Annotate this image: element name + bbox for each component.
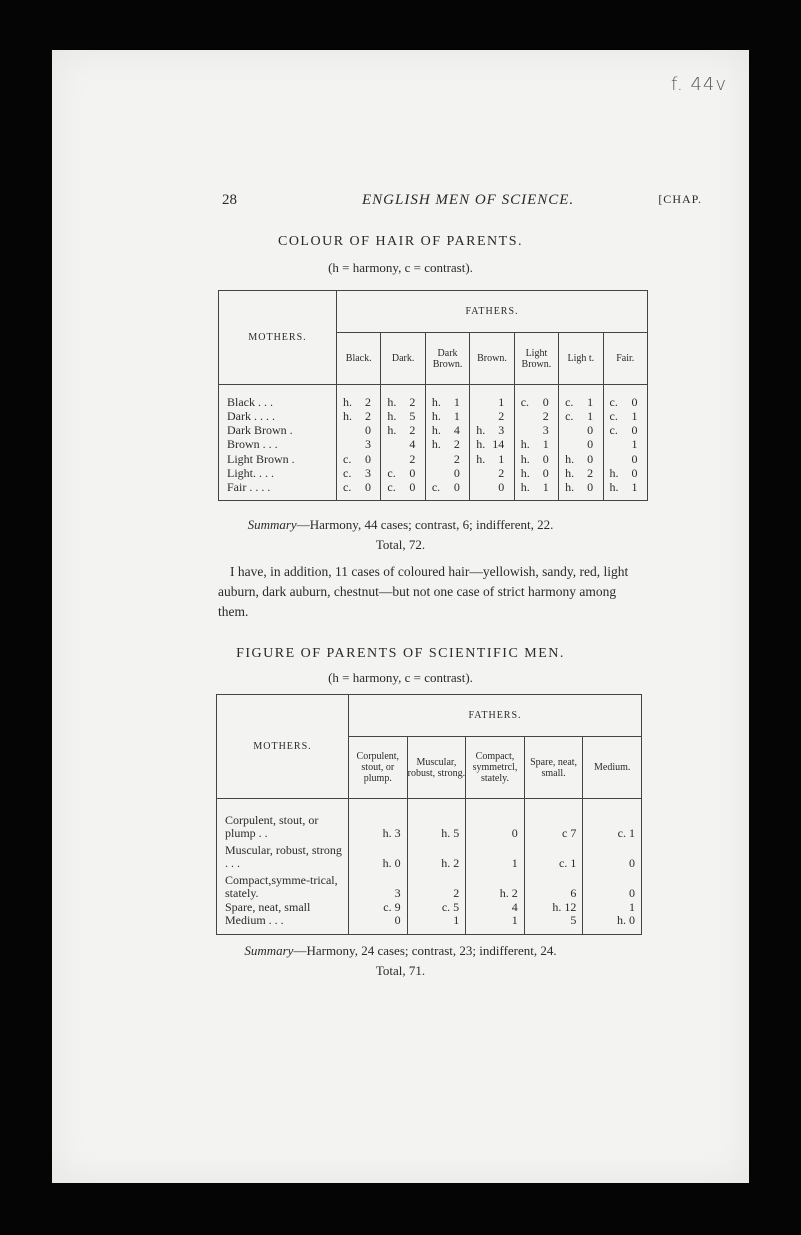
cell-count: 2 [498,408,505,423]
cell-count: 0 [587,451,594,466]
table-cell [470,409,514,423]
cell-count: 2 [365,408,371,423]
table-cell: c. 1 [524,841,583,871]
cell-count: 2 [365,394,371,409]
table-row [219,452,648,466]
cell-count: 14 [492,437,505,452]
column-header: Ligh t. [559,333,603,385]
cell-marker: c. [343,451,352,466]
cell-count: 4 [409,437,416,452]
column-header: Fair. [603,333,647,385]
summary-text: —Harmony, 44 cases; contrast, 6; indifferent, 22. [296,517,554,532]
fathers-header: FATHERS. [337,291,648,333]
column-header: Dark. [381,333,425,385]
cell-count: 3 [498,423,505,438]
cell-count: 3 [365,437,371,452]
table-cell [470,423,514,437]
row-label: Fair . . . . [219,480,337,494]
cell-marker: h. [387,408,397,423]
cell-count: 1 [453,408,460,423]
cell-count: 2 [453,451,460,466]
cell-marker: h. [565,465,575,480]
cell-count: 5 [409,408,416,423]
cell-marker: c. [387,480,396,495]
cell-marker: h. [520,480,530,495]
row-label: Medium . . . [217,914,349,927]
cell-count: 0 [587,480,594,495]
mothers-header: MOTHERS. [219,291,337,385]
cell-marker: h. [476,437,486,452]
table-cell [425,423,469,437]
table2-title: FIGURE OF PARENTS OF SCIENTIFIC MEN. [236,646,565,661]
cell-count: 0 [498,480,505,495]
table-cell [559,423,603,437]
table-cell: 4 [466,901,525,914]
row-label: Black . . . [219,395,337,409]
table-cell: 0 [349,914,408,927]
cell-count: 0 [542,465,549,480]
table-row [219,466,648,480]
cell-count: 0 [409,480,416,495]
table-cell [337,409,381,423]
table-cell: 1 [407,914,466,927]
table-cell [381,423,425,437]
table-row [219,409,648,423]
row-label: Dark Brown . [219,423,337,437]
table2-total: Total, 71. [375,963,426,978]
cell-marker: h. [431,437,441,452]
table-cell [559,395,603,409]
cell-count: 0 [631,465,638,480]
table-cell [425,480,469,494]
table-cell: h. 0 [349,841,408,871]
cell-marker: h. [520,451,530,466]
table-cell [381,466,425,480]
table-row [219,395,648,409]
cell-marker: c. [431,480,441,495]
cell-count: 0 [631,451,638,466]
cell-marker: c. [343,465,352,480]
table-cell [603,452,647,466]
table-cell: c. 1 [583,811,642,841]
table-cell [381,437,425,451]
cell-count: 0 [365,423,371,438]
table-cell [337,480,381,494]
table-cell [337,452,381,466]
table-cell [603,395,647,409]
summary-label: Summary [247,517,297,532]
table-cell: 3 [349,871,408,901]
table-cell: 0 [583,841,642,871]
cell-count: 3 [365,465,371,480]
summary-text: —Harmony, 24 cases; contrast, 23; indifferent, 24. [293,943,557,958]
cell-marker: h. [343,408,352,423]
table-cell [337,423,381,437]
cell-marker: h. [565,451,575,466]
cell-marker: h. [343,394,352,409]
cell-marker: h. [520,465,530,480]
body-paragraph [218,562,644,622]
table-row [217,811,642,841]
cell-count: 2 [542,408,549,423]
cell-count: 1 [631,408,638,423]
cell-count: 0 [409,465,416,480]
table-cell [425,466,469,480]
table-cell [559,480,603,494]
row-label: Spare, neat, small [217,901,349,914]
cell-marker: h. [609,465,619,480]
table-row [217,901,642,914]
table-cell: 1 [466,841,525,871]
cell-marker: c. [565,408,574,423]
chapter-marker: [CHAP. [658,192,702,206]
table-cell [559,409,603,423]
table-row [219,437,648,451]
cell-marker: h. [476,451,486,466]
table-cell: 0 [466,811,525,841]
table-cell [381,395,425,409]
table1-title: COLOUR OF HAIR OF PARENTS. [277,234,524,249]
cell-marker: h. [431,408,441,423]
table-cell [514,423,558,437]
table-cell [603,466,647,480]
table-cell [470,480,514,494]
cell-marker: c. [387,465,396,480]
table2-legend: (h = harmony, c = contrast). [328,670,473,685]
table-cell [603,423,647,437]
cell-marker: c. [609,408,618,423]
cell-count: 2 [409,394,416,409]
table-cell: h. 2 [407,841,466,871]
table-cell: 6 [524,871,583,901]
table-cell [514,466,558,480]
cell-count: 0 [542,451,549,466]
cell-count: 2 [409,423,416,438]
table2-summary [52,943,749,959]
table-cell [337,437,381,451]
table-cell: 5 [524,914,583,927]
table-row [219,480,648,494]
table-cell: h. 2 [466,871,525,901]
hair-colour-table [218,290,648,501]
cell-marker: c. [520,394,530,409]
table-cell [425,452,469,466]
cell-count: 2 [498,465,505,480]
column-header: Spare, neat, small. [524,737,583,799]
table-cell [425,437,469,451]
row-label: Compact,symme-trical, stately. [217,871,349,901]
row-label: Brown . . . [219,437,337,451]
table1-legend: (h = harmony, c = contrast). [328,260,473,275]
table-cell [337,466,381,480]
book-page [52,50,749,1183]
table-cell [514,409,558,423]
cell-count: 0 [631,423,638,438]
cell-count: 0 [365,480,371,495]
table-cell: h. 0 [583,914,642,927]
table-cell [381,452,425,466]
cell-count: 0 [631,394,638,409]
page-number: 28 [222,192,237,208]
running-head [222,192,702,212]
row-label: Light Brown . [219,452,337,466]
column-header: Corpulent, stout, or plump. [349,737,408,799]
table-cell: h. 5 [407,811,466,841]
cell-count: 1 [631,437,638,452]
summary-label: Summary [244,943,294,958]
table-cell: 1 [583,901,642,914]
cell-count: 1 [542,437,549,452]
table-cell [337,395,381,409]
cell-count: 2 [587,465,594,480]
row-label: Light. . . . [219,466,337,480]
cell-marker: h. [431,423,441,438]
column-header: Muscular, robust, strong. [407,737,466,799]
cell-count: 1 [542,480,549,495]
table-cell [514,452,558,466]
row-label: Corpulent, stout, or plump . . [217,811,349,841]
figure-table [216,694,642,935]
cell-marker: h. [476,423,486,438]
column-header: Light Brown. [514,333,558,385]
cell-count: 3 [542,423,549,438]
cell-marker: c. [609,394,618,409]
cell-count: 1 [498,451,505,466]
cell-count: 4 [453,423,460,438]
cell-marker: h. [387,394,397,409]
cell-count: 1 [498,394,505,409]
column-header: Compact, symmetrcl, stately. [466,737,525,799]
table-cell [470,437,514,451]
folio-annotation: f. 44v [670,74,727,95]
cell-marker: h. [609,480,619,495]
table-cell: h. 3 [349,811,408,841]
table-cell [603,437,647,451]
cell-count: 0 [542,394,549,409]
cell-count: 0 [453,480,460,495]
cell-marker: h. [431,394,441,409]
column-header: Dark Brown. [425,333,469,385]
mothers-header: MOTHERS. [217,695,349,799]
cell-count: 1 [453,394,460,409]
row-label: Dark . . . . [219,409,337,423]
cell-count: 0 [453,465,460,480]
column-header: Medium. [583,737,642,799]
column-header: Black. [337,333,381,385]
cell-marker: h. [565,480,575,495]
table-cell [470,466,514,480]
column-header: Brown. [470,333,514,385]
cell-marker: c. [343,480,352,495]
paragraph-text: I have, in addition, 11 cases of coloured hair—yellowish, sandy, red, light auburn, dark auburn, chestnut—but not one case of strict harmony among them. [218,564,629,619]
table-cell [381,409,425,423]
table-cell [603,409,647,423]
fathers-header: FATHERS. [349,695,642,737]
table-cell: c. 5 [407,901,466,914]
table-row [219,423,648,437]
cell-count: 0 [587,423,594,438]
cell-count: 0 [365,451,371,466]
table-cell [514,395,558,409]
table-cell [559,452,603,466]
table-cell [470,395,514,409]
table-cell [514,480,558,494]
cell-count: 2 [453,437,460,452]
table-cell: 2 [407,871,466,901]
table-cell [514,437,558,451]
table-row [217,871,642,901]
cell-marker: h. [520,437,530,452]
table1-total: Total, 72. [375,537,426,552]
table-cell [559,437,603,451]
table-row [217,841,642,871]
cell-marker: c. [609,423,618,438]
cell-count: 1 [631,480,638,495]
table-cell [603,480,647,494]
table-cell [381,480,425,494]
cell-count: 1 [587,394,594,409]
table-cell: 0 [583,871,642,901]
table-cell: c 7 [524,811,583,841]
table-row [217,914,642,927]
cell-count: 1 [587,408,594,423]
table-cell [559,466,603,480]
cell-marker: c. [565,394,574,409]
table-cell [425,409,469,423]
cell-count: 2 [409,451,416,466]
table-cell: c. 9 [349,901,408,914]
row-label: Muscular, robust, strong . . . [217,841,349,871]
table-cell [425,395,469,409]
running-title: ENGLISH MEN OF SCIENCE. [362,192,575,208]
table-cell: h. 12 [524,901,583,914]
cell-marker: h. [387,423,397,438]
table1-summary [52,517,749,533]
table-cell: 1 [466,914,525,927]
cell-count: 0 [587,437,594,452]
table-cell [470,452,514,466]
